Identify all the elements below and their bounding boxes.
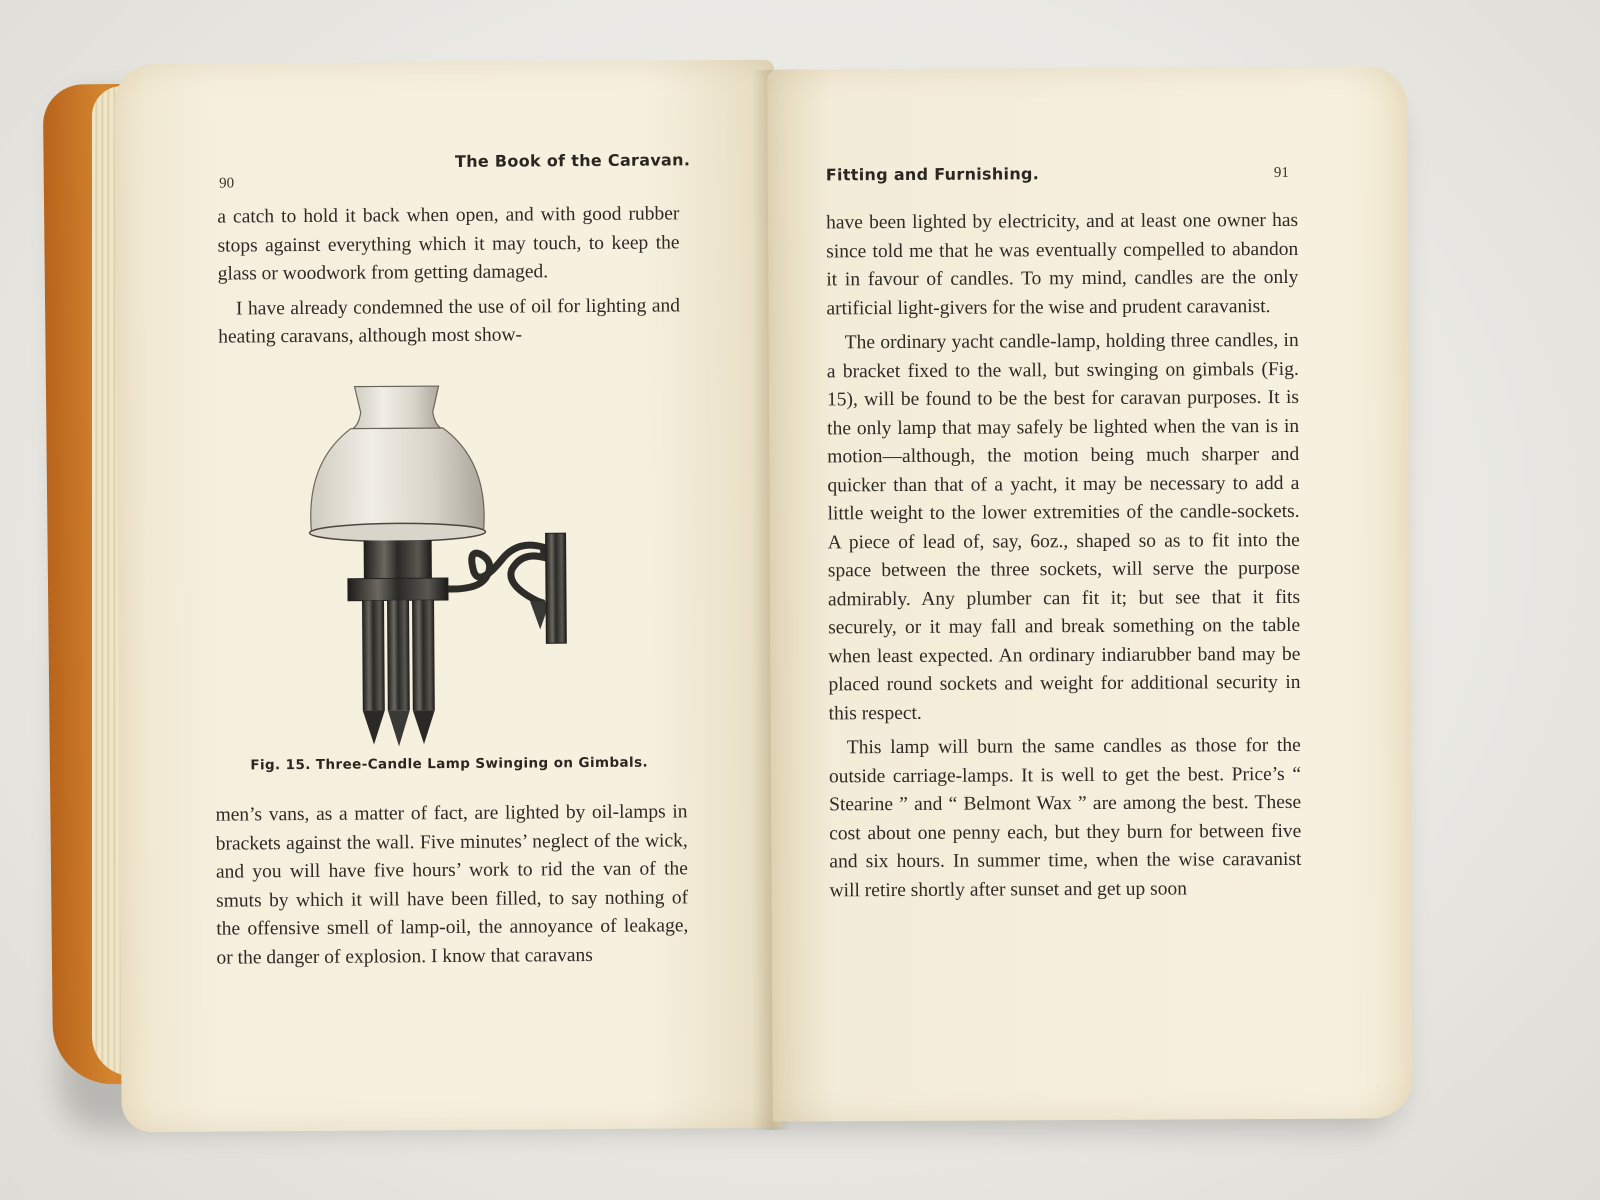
left-bottom-text	[215, 798, 688, 972]
right-paragraph-2: The ordinary yacht candle-lamp, holding three candles, in a bracket fixed to the wall, but swinging on gimbals (Fig. 15), will be found to be the best for caravan purposes. It is the only lamp that may safely be lighted when the van is in motion—although, the motion being much sharper and quicker than that of a yacht, it may be necessary to add a little weight to the lower extremities of the candle-sockets. A piece of lead of, say, 6oz., shaped so as to fit into the space between the three sockets, will serve the purpose admirably. Any plumber can fit it; but see that it fits securely, or it may fall and break something on the table when least expected. An ordinary indiarubber band may be placed round sockets and weight for additional security in this respect.	[826, 329, 1301, 724]
left-paragraph-1: a catch to hold it back when open, and with good rubber stops against everything which it may touch, to keep the glass or woodwork from getting damaged.	[217, 203, 680, 285]
right-paragraph-3: This lamp will burn the same candles as those for the outside carriage-lamps. It is well to get the best. Price’s “ Stearine ” and “ Belmont Wax ” are among the best. These cost about one penny each, but they burn for between five and six hours. In summer time, when the wise caravanist will retire shortly after sunset and get up soon	[828, 734, 1302, 901]
left-top-text	[217, 200, 680, 352]
left-paragraph-2: I have already condemned the use of oil for lighting and heating caravans, although most show-	[218, 294, 681, 348]
left-page-number: 90	[219, 175, 235, 192]
right-text	[826, 207, 1302, 905]
right-page-number: 91	[1273, 164, 1289, 182]
right-paragraph-1: have been lighted by electricity, and at least one owner has since told me that he was eventually compelled to abandon it in favour of candles. To my mind, candles are the only artificial light-givers for the wise and prudent caravanist.	[825, 209, 1299, 319]
left-page	[114, 60, 781, 1133]
candle-lamp-illustration	[307, 381, 600, 753]
right-running-head: Fitting and Furnishing.	[825, 164, 1040, 185]
left-paragraph-3: men’s vans, as a matter of fact, are lighted by oil-lamps in brackets against the wall. Five minutes’ neglect of the wick, and you will have five hours’ work to rid the van of the smuts by which it will have been filled, to say nothing of the offensive smell of lamp-oil, the annoyance of leakage, or the danger of explosion. I know that caravans	[215, 801, 689, 969]
right-page	[767, 66, 1412, 1121]
left-running-head: The Book of the Caravan.	[454, 150, 691, 171]
figure-caption: Fig. 15. Three-Candle Lamp Swinging on Gimbals.	[250, 754, 649, 774]
